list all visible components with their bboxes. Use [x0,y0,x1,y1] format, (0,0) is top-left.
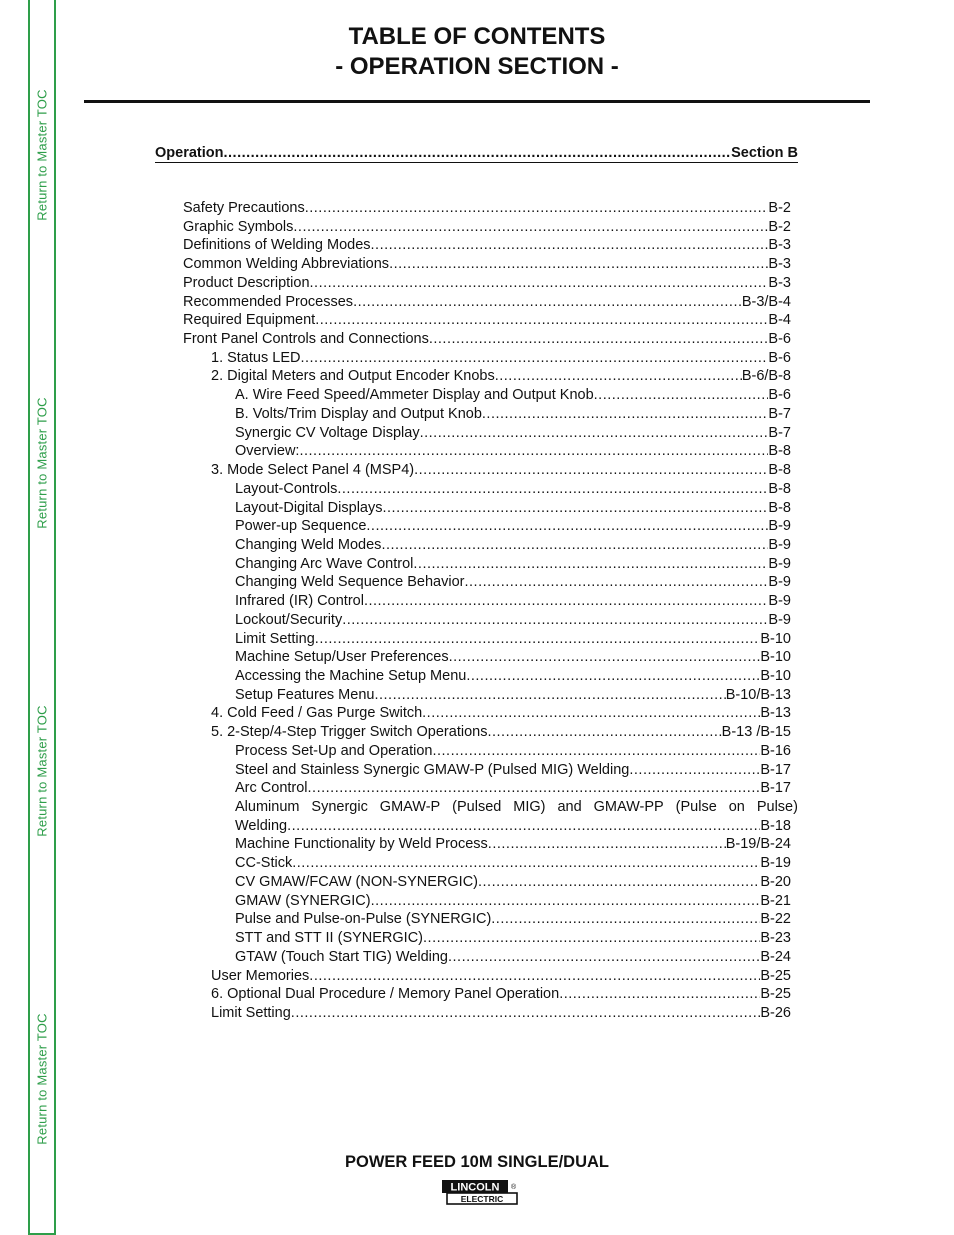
toc-section-operation[interactable] [155,144,798,163]
toc-item[interactable] [235,761,791,780]
toc-item-label: A. Wire Feed Speed/Ammeter Display and Output Knob [235,387,594,404]
toc-item-page: B-21 [760,892,791,909]
toc-item-label: 1. Status LED [211,349,301,366]
toc-item-label: Process Set-Up and Operation [235,742,433,759]
toc-item-page: B-6/B-8 [741,368,791,385]
toc-item[interactable] [235,442,791,461]
toc-item-page: B-9 [768,611,791,628]
toc-item-label: 4. Cold Feed / Gas Purge Switch [211,705,423,722]
toc-leader-dots [432,742,760,761]
toc-leader-dots [389,255,768,274]
toc-leader-dots [315,311,768,330]
toc-item-label: Pulse and Pulse-on-Pulse (SYNERGIC) [235,911,492,928]
toc-leader-dots [413,555,768,574]
toc-item-page: B-3/B-4 [741,293,791,310]
toc-leader-dots [629,761,760,780]
toc-item[interactable] [235,835,791,854]
toc-item-page: B-20 [760,873,791,890]
page-title-line1: TABLE OF CONTENTS [348,23,606,50]
toc-item[interactable] [211,967,791,986]
toc-item-page: B-6 [768,349,791,366]
toc-item-label: Overview: [235,443,300,460]
toc-item[interactable] [211,985,791,1004]
toc-item-page: B-8 [768,462,791,479]
toc-item[interactable] [211,723,791,742]
toc-leader-dots [487,723,721,742]
toc-item-label: 6. Optional Dual Procedure / Memory Panel Operation [211,986,560,1003]
toc-item-page: B-16 [760,742,791,759]
toc-leader-dots [382,499,768,518]
toc-item[interactable] [235,779,791,798]
toc-leader-dots [310,274,769,293]
toc-item-label: Product Description [183,274,310,291]
toc-item-page: B-7 [768,424,791,441]
toc-wrapped-word: and [557,799,582,816]
toc-item-page: B-9 [768,574,791,591]
toc-leader-dots [495,367,742,386]
toc-item-page: B-13 [760,705,791,722]
toc-item[interactable] [235,873,791,892]
toc-leader-dots [371,892,761,911]
toc-item[interactable] [183,330,791,349]
toc-item-label: Changing Arc Wave Control [235,555,414,572]
toc-item-label: Layout-Controls [235,480,338,497]
toc-leader-dots [422,704,760,723]
toc-leader-dots [309,967,760,986]
toc-item-page: B-2 [768,200,791,216]
toc-item[interactable] [235,667,791,686]
toc-item[interactable] [211,367,791,386]
toc-item-label: Lockout/Security [235,611,343,628]
logo-registered-mark: ® [511,1184,517,1191]
toc-leader-dots [449,648,761,667]
toc-item-label: Required Equipment [183,312,316,329]
toc-leader-dots [223,144,731,163]
toc-item-page: B-24 [760,948,791,965]
toc-item[interactable] [183,293,791,312]
toc-item-label: Limit Setting [235,630,315,647]
toc-item-page: B-2 [768,218,791,235]
toc-item[interactable] [235,742,791,761]
toc-item-label: CV GMAW/FCAW (NON-SYNERGIC) [235,873,478,890]
toc-item-page: B-26 [760,1004,791,1021]
toc-leader-dots [291,1004,761,1023]
toc-leader-dots [448,948,760,967]
toc-item-label: User Memories [211,967,310,984]
toc-leader-dots [353,293,742,312]
toc-item-label: Setup Features Menu [235,686,375,703]
toc-item-label: CC-Stick [235,855,293,872]
toc-wrapped-word: Aluminum [235,799,300,816]
toc-item-page: B-7 [768,405,791,422]
toc-item-label: Steel and Stainless Synergic GMAW-P (Pulsed MIG) Welding [235,761,630,778]
toc-item[interactable] [235,480,791,499]
toc-item[interactable] [211,704,791,723]
return-to-master-toc-link[interactable]: Return to Master TOC [34,397,50,529]
toc-item-label: GTAW (Touch Start TIG) Welding [235,948,448,965]
toc-leader-dots [299,442,768,461]
toc-item-page: B-3 [768,274,791,291]
lincoln-electric-logo [441,1179,519,1206]
toc-item-label: Front Panel Controls and Connections [183,331,429,348]
toc-item-label: Limit Setting [211,1004,291,1021]
page-title [300,22,654,82]
toc-item-page: B-3 [768,237,791,254]
toc-item-page: B-9 [768,536,791,553]
toc-item[interactable] [183,199,791,218]
toc-item-page: B-18 [760,817,791,834]
toc-item[interactable] [235,630,791,649]
toc-item-page: B-3 [768,256,791,273]
toc-item-label: GMAW (SYNERGIC) [235,892,371,909]
toc-leader-dots [478,873,760,892]
toc-wrapped-word: MIG) [513,799,546,816]
toc-wrapped-word: Synergic [311,799,368,816]
toc-item-label: Safety Precautions [183,200,305,216]
toc-item[interactable] [235,424,791,443]
toc-leader-dots [308,779,761,798]
toc-item-page: B-10 [760,649,791,666]
toc-item[interactable] [183,236,791,255]
toc-item[interactable] [235,929,791,948]
toc-leader-dots [466,667,760,686]
toc-item-page: B-25 [760,986,791,1003]
toc-item-page: B-4 [768,312,791,329]
toc-item-page: B-17 [760,780,791,797]
toc-item[interactable] [235,948,791,967]
toc-item-label: Arc Control [235,780,308,797]
toc-item-page: B-17 [760,761,791,778]
toc-item-label: Layout-Digital Displays [235,499,383,516]
toc-wrapped-word: on [728,799,745,816]
title-divider [84,100,870,103]
toc-leader-dots [491,910,760,929]
toc-leader-dots [342,611,768,630]
toc-item[interactable] [211,349,791,368]
toc-section-label: Operation [155,145,224,161]
toc-wrapped-word: GMAW-P [379,799,441,816]
toc-item-label: 5. 2-Step/4-Step Trigger Switch Operations [211,724,488,741]
toc-leader-dots [464,573,768,592]
toc-leader-dots [371,236,769,255]
toc-item[interactable] [183,255,791,274]
product-model-footer: POWER FEED 10M SINGLE/DUAL [344,1153,610,1171]
toc-item-label: 2. Digital Meters and Output Encoder Knobs [211,368,495,385]
toc-item-page: B-19/B-24 [725,836,791,853]
toc-item-page: B-9 [768,518,791,535]
toc-item-wrapped-line[interactable] [235,798,798,817]
toc-leader-dots [364,592,768,611]
toc-item[interactable] [235,817,791,836]
toc-wrapped-word: (Pulse [675,799,717,816]
toc-leader-dots [488,835,726,854]
toc-leader-dots [559,985,760,1004]
toc-item-label: Graphic Symbols [183,218,294,235]
toc-leader-dots [374,686,725,705]
toc-item[interactable] [211,461,791,480]
toc-leader-dots [300,349,768,368]
toc-item-page: B-23 [760,930,791,947]
logo-electric-text: ELECTRIC [460,1194,504,1204]
toc-wrapped-word: (Pulsed [452,799,502,816]
toc-item-label: Common Welding Abbreviations [183,256,390,273]
toc-leader-dots [366,517,768,536]
toc-item[interactable] [235,892,791,911]
toc-item-label: B. Volts/Trim Display and Output Knob [235,405,482,422]
toc-item-label: Accessing the Machine Setup Menu [235,668,467,684]
toc-item[interactable] [235,386,791,405]
toc-item[interactable] [235,648,791,667]
toc-item-label: Power-up Sequence [235,518,367,535]
toc-wrapped-word: Pulse) [756,799,798,816]
toc-item-page: B-10/B-13 [725,686,791,703]
toc-leader-dots [337,480,768,499]
toc-item-label: STT and STT II (SYNERGIC) [235,930,424,947]
toc-item-label: Machine Setup/User Preferences [235,649,449,666]
toc-item[interactable] [235,573,791,592]
toc-item-page: B-25 [760,967,791,984]
toc-item[interactable] [235,536,791,555]
toc-item[interactable] [235,686,791,705]
toc-item-label: Machine Functionality by Weld Process [235,836,488,853]
toc-leader-dots [423,929,760,948]
toc-item-label: Definitions of Welding Modes [183,237,371,254]
toc-leader-dots [429,330,769,349]
return-to-master-toc-link[interactable]: Return to Master TOC [34,705,50,837]
toc-item-label: Welding [235,817,288,834]
toc-item-page: B-6 [768,387,791,404]
toc-item[interactable] [183,218,791,237]
toc-item[interactable] [183,311,791,330]
toc-item-label: Recommended Processes [183,293,354,310]
page-title-line2: - OPERATION SECTION - [335,53,619,80]
toc-item-label: Changing Weld Sequence Behavior [235,574,465,591]
toc-item-label: Synergic CV Voltage Display [235,424,420,441]
toc-leader-dots [381,536,768,555]
toc-item-label: Changing Weld Modes [235,536,382,553]
toc-item[interactable] [235,499,791,518]
toc-section-page: Section B [731,145,798,161]
toc-item[interactable] [235,611,791,630]
toc-item[interactable] [235,517,791,536]
toc-item-label: Infrared (IR) Control [235,593,364,610]
toc-item-page: B-10 [760,668,791,684]
toc-leader-dots [292,854,760,873]
toc-wrapped-word: GMAW-PP [593,799,664,816]
toc-item-page: B-13 /B-15 [721,724,791,741]
toc-leader-dots [482,405,769,424]
toc-item-page: B-9 [768,593,791,610]
toc-leader-dots [305,199,769,218]
toc-item[interactable] [211,1004,791,1023]
toc-item-page: B-10 [760,630,791,647]
toc-item[interactable] [235,592,791,611]
toc-leader-dots [594,386,769,405]
toc-item-label: 3. Mode Select Panel 4 (MSP4) [211,462,415,479]
toc-item[interactable] [235,405,791,424]
logo-lincoln-text: LINCOLN [450,1181,500,1194]
toc-leader-dots [315,630,761,649]
toc-item-page: B-8 [768,480,791,497]
toc-leader-dots [414,461,768,480]
toc-item[interactable] [235,910,791,929]
toc-item[interactable] [235,555,791,574]
toc-item[interactable] [183,274,791,293]
toc-item-page: B-8 [768,443,791,460]
toc-item-page: B-9 [768,555,791,572]
toc-item-page: B-6 [768,331,791,348]
return-to-master-toc-link[interactable]: Return to Master TOC [34,89,50,221]
toc-item-page: B-19 [760,855,791,872]
toc-item-page: B-8 [768,499,791,516]
return-to-master-toc-link[interactable]: Return to Master TOC [34,1013,50,1145]
toc-item[interactable] [235,854,791,873]
toc-leader-dots [420,424,769,443]
toc-item-page: B-22 [760,911,791,928]
toc-leader-dots [287,817,760,836]
toc-leader-dots [293,218,768,237]
